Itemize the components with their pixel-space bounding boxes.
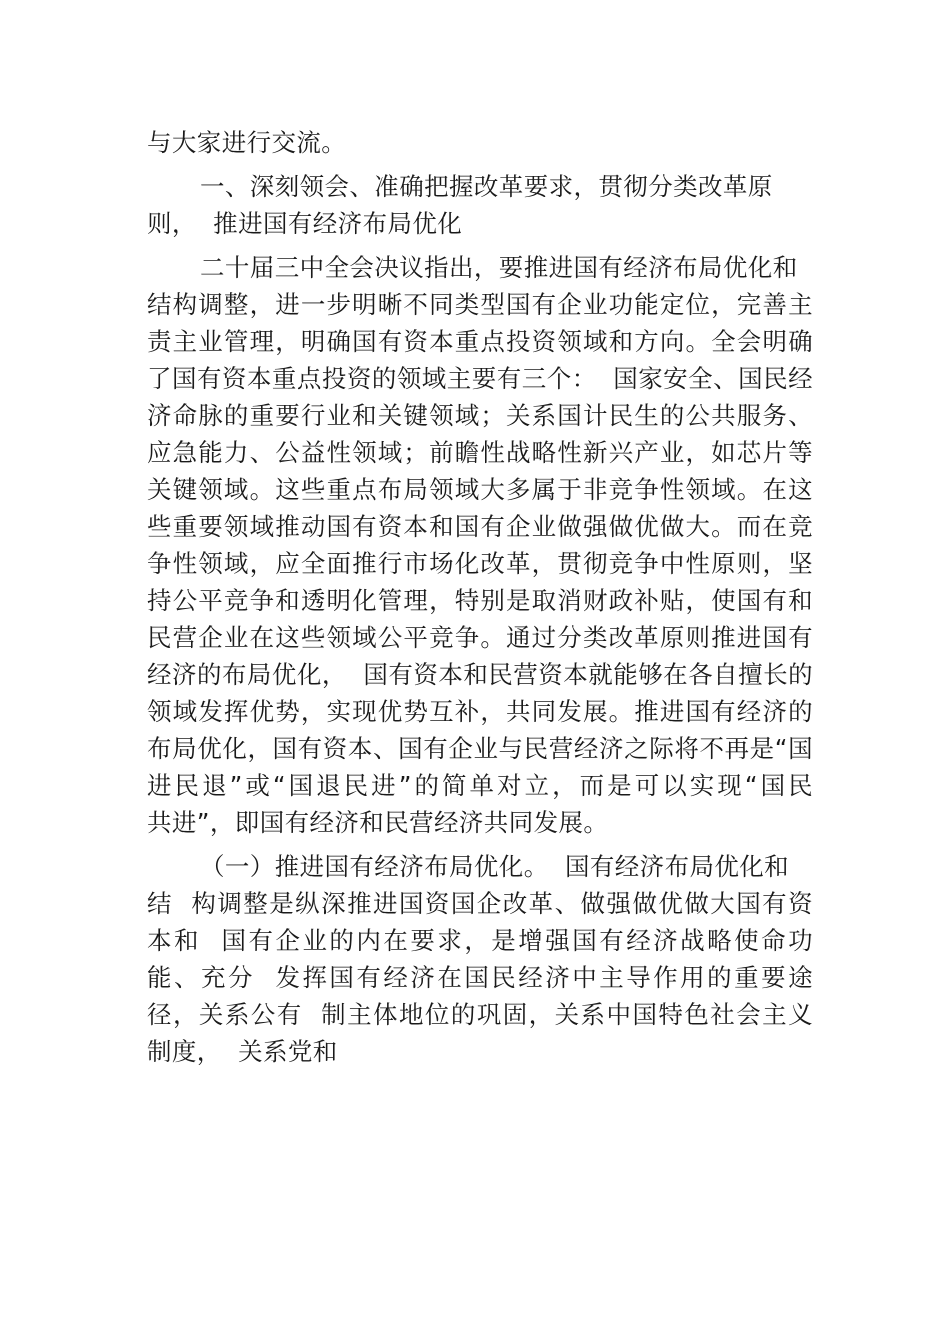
- text-line: 关键领域。这些重点布局领域大多属于非竞争性领域。在这: [147, 475, 813, 504]
- text-line: 结 构调整是纵深推进国资国企改革、做强做优做大国有资: [147, 889, 813, 918]
- section-heading-line: 则， 推进国有经济布局优化: [147, 209, 463, 238]
- text-line: 责主业管理，明确国有资本重点投资领域和方向。全会明确: [147, 327, 813, 356]
- text-line: 了国有资本重点投资的领域主要有三个： 国家安全、国民经: [147, 364, 813, 393]
- text-line: 济命脉的重要行业和关键领域；关系国计民生的公共服务、: [147, 401, 813, 430]
- section-heading-line: 一、深刻领会、准确把握改革要求，贯彻分类改革原: [200, 172, 773, 201]
- text-line: 本和 国有企业的内在要求，是增强国有经济战略使命功: [147, 926, 813, 955]
- text-line: 与大家进行交流。: [147, 128, 347, 157]
- text-line: 应急能力、公益性领域；前瞻性战略性新兴产业，如芯片等: [147, 438, 813, 467]
- text-line: 持公平竞争和透明化管理，特别是取消财政补贴，使国有和: [147, 586, 813, 615]
- text-line: 能、充分 发挥国有经济在国民经济中主导作用的重要途: [147, 963, 813, 992]
- text-line: 民营企业在这些领域公平竞争。通过分类改革原则推进国有: [147, 623, 813, 652]
- text-line: 进民退”或“国退民进”的简单对立，而是可以实现“国民: [147, 771, 813, 800]
- text-line: 共进”，即国有经济和民营经济共同发展。: [147, 808, 609, 837]
- text-line: 径，关系公有 制主体地位的巩固，关系中国特色社会主义: [147, 1000, 813, 1029]
- text-line: 经济的布局优化， 国有资本和民营资本就能够在各自擅长的: [147, 660, 813, 689]
- subsection-heading-line: （一）推进国有经济布局优化。 国有经济布局优化和: [200, 852, 790, 881]
- text-line: 制度， 关系党和: [147, 1037, 338, 1066]
- text-line: 结构调整，进一步明晰不同类型国有企业功能定位，完善主: [147, 290, 813, 319]
- text-line: 争性领域，应全面推行市场化改革，贯彻竞争中性原则，坚: [147, 549, 813, 578]
- text-line: 二十届三中全会决议指出，要推进国有经济布局优化和: [200, 253, 798, 282]
- text-line: 些重要领域推动国有资本和国有企业做强做优做大。而在竞: [147, 512, 813, 541]
- text-line: 领域发挥优势，实现优势互补，共同发展。推进国有经济的: [147, 697, 813, 726]
- text-line: 布局优化，国有资本、国有企业与民营经济之际将不再是“国: [147, 734, 813, 763]
